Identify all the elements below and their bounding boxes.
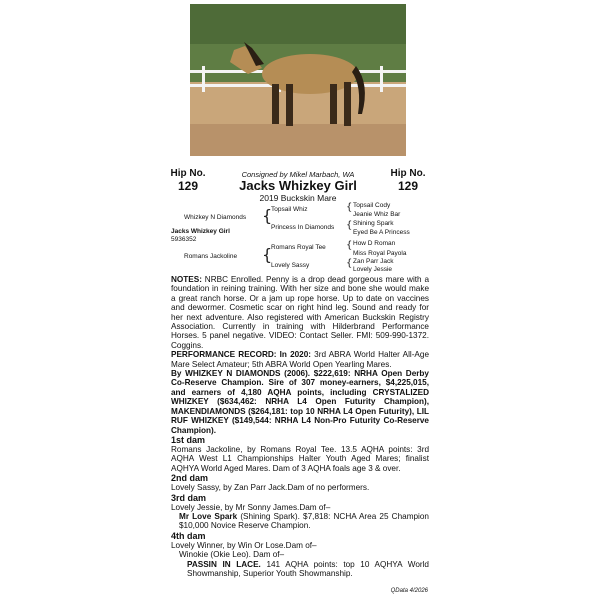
third-dam-produce-text: (Shining Spark). $7,818: NCHA Area 25 Champion $10,000 Novice Reserve Champion. bbox=[179, 511, 429, 531]
pedigree-g3-7: Zan Parr Jack bbox=[353, 258, 394, 265]
brace-sire: { bbox=[262, 206, 273, 225]
pedigree-g3-5: How D Roman bbox=[353, 240, 396, 247]
pedigree-dam-dam: Lovely Sassy bbox=[271, 262, 310, 269]
brace-dam: { bbox=[262, 245, 273, 264]
first-dam-header: 1st dam bbox=[171, 434, 206, 445]
horse-photo bbox=[190, 4, 406, 156]
third-dam-header: 3rd dam bbox=[171, 492, 207, 503]
second-dam-text: Lovely Sassy, by Zan Parr Jack.Dam of no performers. bbox=[171, 483, 370, 493]
pedigree-dam-sire: Romans Royal Tee bbox=[271, 244, 326, 251]
pedigree-g3-4: Eyed Be A Princess bbox=[353, 229, 410, 236]
notes-paragraph bbox=[171, 275, 429, 350]
pedigree-sire-sire: Topsail Whiz bbox=[271, 206, 308, 213]
notes-text: NRBC Enrolled. Penny is a drop dead gorgeous mare with a foundation in reining training. With her size and bone she would make a great ranch horse. Or a jam up rope horse. Up to date on vaccines and dewormer. Cosmetic scar on right hind leg. Sound and ready for her next adventure. Also registered with American Buckskin Registry Association. Currently in training with Hilderbrand Performance Horses. 5 panel negative. VIDEO: Contact Seller. FMI: 509-990-1372. Coggins. bbox=[171, 275, 430, 350]
performance-paragraph bbox=[171, 350, 429, 369]
pedigree-dam: Romans Jackoline bbox=[184, 253, 238, 260]
second-dam-header: 2nd dam bbox=[171, 473, 209, 484]
consignor: Consigned by Mikel Marbach, WA bbox=[241, 170, 355, 179]
pedigree-reg-number: 5936352 bbox=[171, 236, 197, 243]
pedigree-sire: Whizkey N Diamonds bbox=[184, 214, 247, 221]
hip-number-left: 129 bbox=[177, 179, 199, 193]
first-dam-text: Romans Jackoline, by Romans Royal Tee. 13.5 AQHA points: 3rd AQHA West L1 Championships Halter Youth Aged Mares; finalist AQHYA World Aged Mares. Dam of 3 AQHA foals age 3 & over. bbox=[171, 444, 429, 473]
horse-name: Jacks Whizkey Girl bbox=[239, 178, 357, 193]
pedigree-subject: Jacks Whizkey Girl bbox=[171, 228, 230, 235]
brace-g3-1: { bbox=[346, 202, 353, 213]
hip-label-left: Hip No. bbox=[170, 168, 206, 179]
catalog-body bbox=[171, 275, 429, 578]
performance-label: PERFORMANCE RECORD: In 2020: bbox=[171, 350, 312, 360]
notes-label: NOTES: bbox=[171, 275, 202, 284]
foaled-description: 2019 Buckskin Mare bbox=[259, 193, 337, 203]
footer-credit: QData 4/2026 bbox=[390, 588, 428, 594]
hip-label-right: Hip No. bbox=[390, 168, 426, 179]
brace-g3-2: { bbox=[346, 220, 353, 231]
fourth-dam-produce bbox=[171, 560, 429, 579]
pedigree-g3-1: Topsail Cody bbox=[353, 202, 391, 209]
fourth-dam-header: 4th dam bbox=[171, 530, 206, 541]
performance-text: 3rd ABRA World Halter All-Age Mare Select Amateur; 5th ABRA World Open Yearling Mares. bbox=[171, 350, 430, 369]
hip-number-right: 129 bbox=[397, 179, 419, 193]
fourth-dam-text: Lovely Winner, by Win Or Lose.Dam of– bbox=[171, 540, 317, 550]
fourth-dam-produce-name: PASSIN IN LACE. bbox=[187, 559, 261, 569]
third-dam-produce-name: Mr Love Spark bbox=[179, 511, 238, 521]
third-dam-text: Lovely Jessie, by Mr Sonny James.Dam of– bbox=[171, 502, 331, 512]
pedigree-g3-6: Miss Royal Payola bbox=[353, 250, 407, 257]
brace-g3-3: { bbox=[346, 240, 353, 251]
pedigree-sire-dam: Princess In Diamonds bbox=[271, 224, 335, 231]
pedigree-g3-3: Shining Spark bbox=[353, 220, 394, 227]
pedigree-g3-8: Lovely Jessie bbox=[353, 266, 393, 273]
third-dam-produce bbox=[171, 512, 429, 531]
horse-photo-art bbox=[190, 4, 406, 156]
brace-g3-4: { bbox=[346, 258, 353, 269]
fourth-dam-sub: Winokie (Okie Leo). Dam of– bbox=[179, 550, 285, 560]
pedigree-g3-2: Jeanie Whiz Bar bbox=[353, 211, 401, 218]
sire-paragraph: By WHIZKEY N DIAMONDS (2006). $222,619: NRHA Open Derby Co-Reserve Champion. Sire of 307 money-earners, $4,225,015, and earners of 4,180 AQHA points, including CRYSTALIZED WHIZKEY ($634,462: NRHA L4 Open Futurity Champion), MAKENDIAMONDS ($264,181: top 10 NRHA L4 Open Futurity), LIL RUF WHIZKEY ($149,544: NRHA L4 Non-Pro Futurity Co-Reserve Champion). bbox=[171, 369, 429, 435]
fourth-dam-produce-text: 141 AQHA points: top 10 AQHYA World Showmanship, Superior Youth Showmanship. bbox=[187, 559, 429, 578]
